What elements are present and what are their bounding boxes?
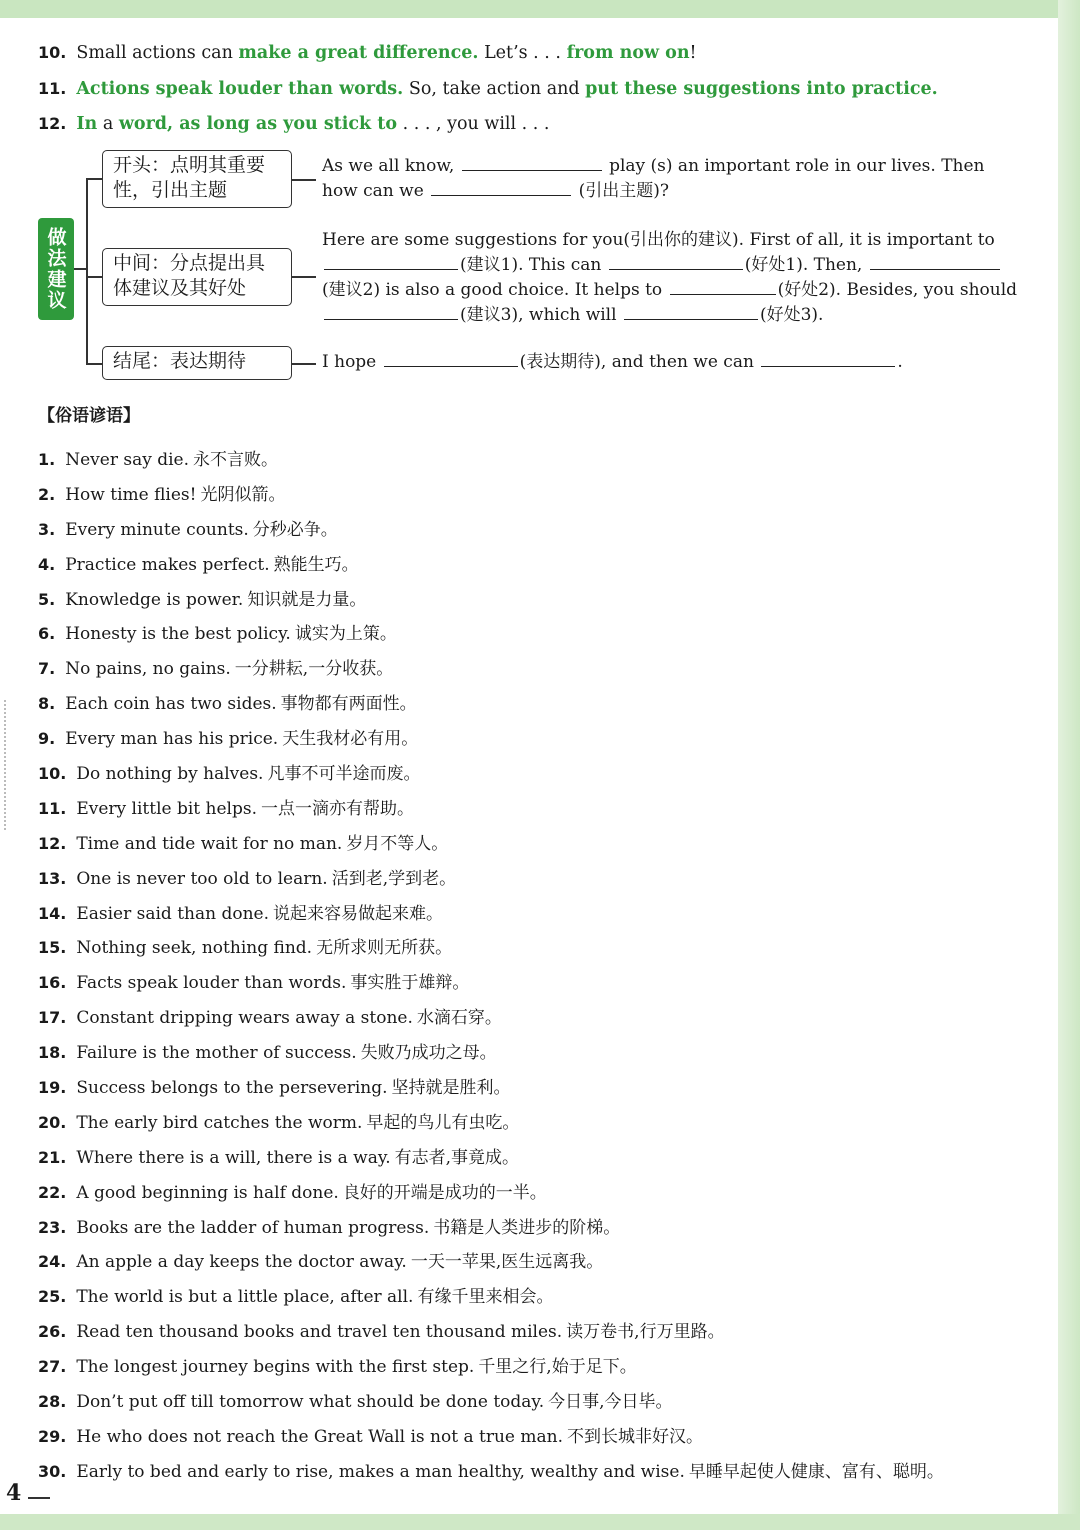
proverb-number: 21. xyxy=(38,1147,67,1167)
proverb-number: 8. xyxy=(38,694,56,714)
proverbs-list xyxy=(38,445,1028,1492)
proverb-chinese: 有志者,事竟成。 xyxy=(394,1147,520,1168)
proverb-number: 17. xyxy=(38,1008,67,1028)
blank-line[interactable] xyxy=(870,268,1000,270)
connector-line xyxy=(292,363,316,365)
proverb-english: Failure is the mother of success. xyxy=(76,1043,357,1064)
proverb-chinese: 早睡早起使人健康、富有、聪明。 xyxy=(688,1461,944,1482)
proverb-item xyxy=(38,585,1028,620)
page-frame-bottom xyxy=(0,1514,1080,1530)
proverb-item xyxy=(38,759,1028,794)
proverb-chinese: 书籍是人类进步的阶梯。 xyxy=(433,1217,621,1238)
proverb-chinese: 良好的开端是成功的一半。 xyxy=(342,1182,547,1203)
proverb-english: Books are the ladder of human progress. xyxy=(76,1217,430,1238)
proverb-number: 29. xyxy=(38,1426,67,1446)
blank-line[interactable] xyxy=(761,365,895,367)
connector-line xyxy=(86,178,102,180)
tip-number: 10. xyxy=(38,43,67,62)
proverb-item xyxy=(38,1143,1028,1178)
proverb-number: 1. xyxy=(38,450,56,469)
proverb-chinese: 诚实为上策。 xyxy=(294,624,397,645)
tip-number: 11. xyxy=(38,79,67,98)
outline-branch-middle: 中间：分点提出具体建议及其好处 xyxy=(102,248,292,306)
blank-line[interactable] xyxy=(624,318,758,320)
proverb-number: 12. xyxy=(38,833,67,853)
proverb-english: A good beginning is half done. xyxy=(76,1182,339,1203)
proverb-english: The early bird catches the worm. xyxy=(76,1112,363,1133)
proverb-chinese: 读万卷书,行万里路。 xyxy=(566,1322,725,1343)
proverb-number: 24. xyxy=(38,1252,67,1272)
binding-dots xyxy=(4,700,8,830)
proverb-english: Don’t put off till tomorrow what should be done today. xyxy=(76,1392,545,1413)
outline-text-middle: Here are some suggestions for you(引出你的建议). First of all, it is important to (建议1). This can (好处1). Then, (建议2) is also a good choice. It helps to (好处2). Besides, you should (建议3), which will (好处3). xyxy=(322,230,1018,325)
proverb-english: Each coin has two sides. xyxy=(65,694,277,715)
proverb-number: 4. xyxy=(38,554,56,574)
proverb-item xyxy=(38,1003,1028,1038)
proverb-chinese: 失败乃成功之母。 xyxy=(360,1043,497,1064)
blank-line[interactable] xyxy=(431,194,571,196)
proverb-item xyxy=(38,1317,1028,1352)
proverb-item xyxy=(38,445,1028,480)
tip-line: 11. Actions speak louder than words. So, take action and put these suggestions into practice. xyxy=(38,79,938,99)
proverb-english: Do nothing by halves. xyxy=(76,764,264,785)
connector-line xyxy=(86,276,102,278)
proverb-chinese: 千里之行,始于足下。 xyxy=(478,1357,637,1378)
blank-line[interactable] xyxy=(609,268,743,270)
proverb-number: 10. xyxy=(38,764,67,784)
proverb-english: Success belongs to the persevering. xyxy=(76,1078,388,1099)
proverb-number: 23. xyxy=(38,1217,67,1237)
proverb-number: 9. xyxy=(38,729,56,749)
proverb-number: 6. xyxy=(38,624,56,644)
page-number-rule xyxy=(28,1497,50,1499)
proverb-chinese: 今日事,今日毕。 xyxy=(548,1392,673,1413)
outline-branch-opening: 开头：点明其重要性，引出主题 xyxy=(102,150,292,208)
proverb-english: One is never too old to learn. xyxy=(76,868,328,889)
proverb-english: Read ten thousand books and travel ten thousand miles. xyxy=(76,1322,563,1343)
proverb-item xyxy=(38,1178,1028,1213)
proverb-item xyxy=(38,1457,1028,1492)
proverb-chinese: 不到长城非好汉。 xyxy=(567,1426,703,1447)
proverb-english: Every minute counts. xyxy=(65,519,249,540)
proverb-item xyxy=(38,515,1028,550)
proverb-english: Early to bed and early to rise, makes a man healthy, wealthy and wise. xyxy=(76,1461,685,1482)
connector-line xyxy=(292,179,316,181)
proverb-chinese: 事实胜于雄辩。 xyxy=(350,973,470,994)
page-frame-top xyxy=(0,0,1080,18)
proverb-number: 7. xyxy=(38,659,56,679)
proverb-english: Where there is a will, there is a way. xyxy=(76,1147,391,1168)
blank-line[interactable] xyxy=(384,365,518,367)
blank-line[interactable] xyxy=(324,318,458,320)
proverb-item xyxy=(38,619,1028,654)
proverb-number: 16. xyxy=(38,973,67,993)
proverb-english: Constant dripping wears away a stone. xyxy=(76,1008,413,1029)
proverb-item xyxy=(38,1038,1028,1073)
proverb-number: 3. xyxy=(38,519,56,539)
tip-line: 12. In a word, as long as you stick to . . . , you will . . . xyxy=(38,114,550,134)
blank-line[interactable] xyxy=(324,268,458,270)
proverb-chinese: 坚持就是胜利。 xyxy=(391,1078,511,1099)
proverb-chinese: 天生我材必有用。 xyxy=(282,729,419,750)
proverb-chinese: 知识就是力量。 xyxy=(247,589,367,610)
proverb-number: 13. xyxy=(38,868,67,888)
proverb-english: The world is but a little place, after all. xyxy=(76,1287,414,1308)
proverb-item xyxy=(38,829,1028,864)
proverb-item xyxy=(38,1073,1028,1108)
proverb-chinese: 说起来容易做起来难。 xyxy=(273,903,444,924)
proverb-number: 20. xyxy=(38,1112,67,1132)
tip-number: 12. xyxy=(38,114,67,133)
proverb-english: Every little bit helps. xyxy=(76,798,258,819)
proverb-english: An apple a day keeps the doctor away. xyxy=(76,1252,407,1273)
proverb-chinese: 水滴石穿。 xyxy=(416,1008,502,1029)
proverb-english: How time flies! xyxy=(65,484,197,505)
proverb-english: Knowledge is power. xyxy=(65,589,244,610)
proverb-chinese: 岁月不等人。 xyxy=(346,833,449,854)
outline-branch-ending: 结尾：表达期待 xyxy=(102,346,292,380)
proverb-number: 19. xyxy=(38,1078,67,1098)
tip-line: 10. Small actions can make a great difference. Let’s . . . from now on! xyxy=(38,43,697,63)
proverb-item xyxy=(38,1108,1028,1143)
proverb-number: 11. xyxy=(38,798,67,818)
connector-line xyxy=(86,178,88,364)
proverb-item xyxy=(38,1387,1028,1422)
proverb-number: 27. xyxy=(38,1357,67,1377)
proverb-number: 15. xyxy=(38,938,67,958)
connector-line xyxy=(74,268,86,270)
proverb-number: 22. xyxy=(38,1182,67,1202)
outline-text-opening: As we all know, play (s) an important role in our lives. Then how can we (引出主题)? xyxy=(322,156,985,201)
page-number: 4 xyxy=(6,1480,22,1506)
proverb-chinese: 早起的鸟儿有虫吃。 xyxy=(366,1112,520,1133)
proverb-item xyxy=(38,1282,1028,1317)
proverb-english: Never say die. xyxy=(65,450,189,470)
proverb-item xyxy=(38,724,1028,759)
proverb-chinese: 无所求则无所获。 xyxy=(316,938,453,959)
proverb-item xyxy=(38,689,1028,724)
proverb-chinese: 活到老,学到老。 xyxy=(331,868,457,889)
blank-line[interactable] xyxy=(462,169,602,171)
outline-side-label: 做法建议 xyxy=(38,218,74,320)
proverb-item xyxy=(38,480,1028,515)
proverb-item xyxy=(38,1422,1028,1457)
proverb-item xyxy=(38,864,1028,899)
proverb-english: Time and tide wait for no man. xyxy=(76,833,343,854)
proverb-number: 18. xyxy=(38,1043,67,1063)
proverb-item xyxy=(38,550,1028,585)
proverb-english: Every man has his price. xyxy=(65,729,279,750)
proverb-english: Easier said than done. xyxy=(76,903,270,924)
proverb-number: 25. xyxy=(38,1287,67,1307)
proverb-english: No pains, no gains. xyxy=(65,659,231,680)
proverb-chinese: 永不言败。 xyxy=(193,450,278,470)
proverb-item xyxy=(38,1352,1028,1387)
proverb-number: 2. xyxy=(38,484,56,504)
proverb-item xyxy=(38,933,1028,968)
proverb-english: Honesty is the best policy. xyxy=(65,624,291,645)
outline-text-ending: I hope (表达期待), and then we can . xyxy=(322,352,903,372)
proverb-chinese: 分秒必争。 xyxy=(252,519,338,540)
proverb-item xyxy=(38,1247,1028,1282)
proverb-item xyxy=(38,794,1028,829)
proverb-chinese: 有缘千里来相会。 xyxy=(417,1287,554,1308)
page-frame-right xyxy=(1058,0,1080,1530)
blank-line[interactable] xyxy=(670,293,776,295)
proverb-english: Facts speak louder than words. xyxy=(76,973,347,994)
proverb-english: Practice makes perfect. xyxy=(65,554,270,575)
proverb-item xyxy=(38,899,1028,934)
proverb-chinese: 事物都有两面性。 xyxy=(280,694,417,715)
proverb-chinese: 熟能生巧。 xyxy=(273,554,359,575)
proverb-english: Nothing seek, nothing find. xyxy=(76,938,313,959)
proverb-chinese: 一分耕耘,一分收获。 xyxy=(234,659,394,680)
connector-line xyxy=(86,363,102,365)
proverb-number: 14. xyxy=(38,903,67,923)
proverb-english: The longest journey begins with the first step. xyxy=(76,1357,475,1378)
proverb-english: He who does not reach the Great Wall is not a true man. xyxy=(76,1426,563,1447)
proverb-number: 5. xyxy=(38,589,56,609)
proverb-chinese: 凡事不可半途而废。 xyxy=(267,764,421,785)
proverb-number: 30. xyxy=(38,1461,67,1481)
proverb-chinese: 光阴似箭。 xyxy=(200,484,286,505)
proverb-item xyxy=(38,654,1028,689)
proverb-number: 28. xyxy=(38,1392,67,1412)
proverb-number: 26. xyxy=(38,1322,67,1342)
proverb-chinese: 一天一苹果,医生远离我。 xyxy=(410,1252,604,1273)
proverb-chinese: 一点一滴亦有帮助。 xyxy=(261,798,415,819)
proverb-item xyxy=(38,1213,1028,1248)
proverbs-heading: 【俗语谚语】 xyxy=(38,406,140,426)
connector-line xyxy=(292,276,316,278)
proverb-item xyxy=(38,968,1028,1003)
